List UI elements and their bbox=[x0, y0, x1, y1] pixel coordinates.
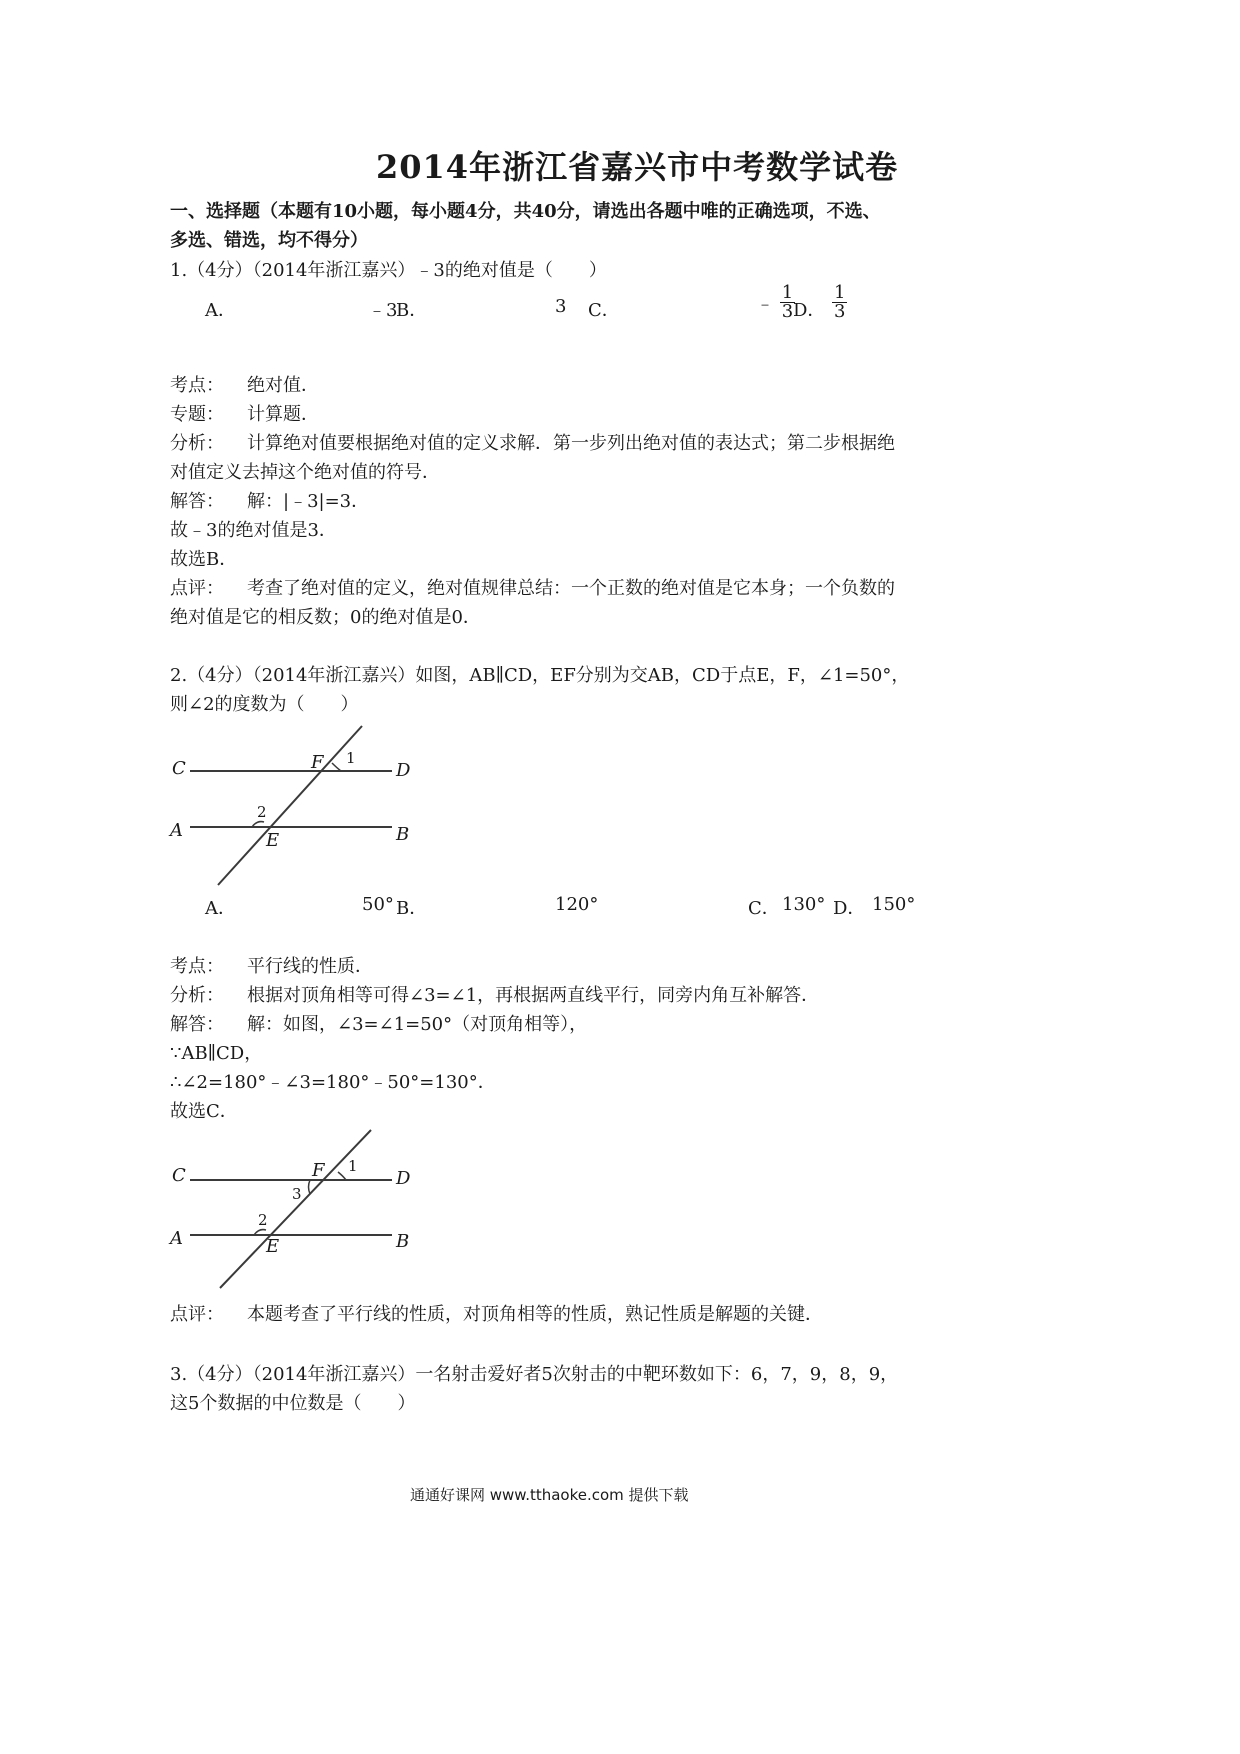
q2-jieda-line1: 解：如图，∠3=∠1=50°（对顶角相等）， bbox=[247, 1014, 588, 1035]
angle-3-arc bbox=[309, 1180, 311, 1194]
angle-1-arc bbox=[332, 763, 341, 771]
q2-kaodian: 平行线的性质． bbox=[247, 956, 373, 977]
q2-option-c-label: C． bbox=[748, 898, 780, 919]
q1-jieda-line2: 故﹣3的绝对值是3． bbox=[170, 520, 337, 541]
label-angle-1: 1 bbox=[348, 1157, 358, 1175]
label-b: B bbox=[396, 1231, 410, 1252]
label-angle-2: 2 bbox=[258, 1211, 268, 1229]
fraction-denominator: 3 bbox=[834, 301, 846, 322]
q2-solution-figure bbox=[160, 1126, 430, 1296]
q2-fenxi: 根据对顶角相等可得∠3=∠1，再根据两直线平行，同旁内角互补解答． bbox=[247, 985, 820, 1006]
fraction-denominator: 3 bbox=[781, 301, 794, 322]
q1-zhuanti-label: 专题： bbox=[170, 404, 224, 425]
q2-stem-line2: 则∠2的度数为（ ） bbox=[170, 694, 359, 715]
q1-option-a-label: A． bbox=[205, 300, 236, 321]
q2-dianping-label: 点评： bbox=[170, 1304, 224, 1325]
q2-dianping: 本题考查了平行线的性质，对顶角相等的性质，熟记性质是解题的关键． bbox=[247, 1304, 823, 1325]
q1-dianping-line1: 考查了绝对值的定义，绝对值规律总结：一个正数的绝对值是它本身；一个负数的 bbox=[247, 578, 895, 599]
angle-1-arc bbox=[338, 1172, 346, 1180]
label-f: F bbox=[312, 1160, 325, 1181]
q1-option-c-label: C． bbox=[588, 300, 620, 321]
q2-jieda-line3: ∴∠2=180°﹣∠3=180°﹣50°=130°． bbox=[170, 1072, 496, 1093]
q1-dianping-line2: 绝对值是它的相反数；0的绝对值是0． bbox=[170, 607, 481, 628]
q1-option-b-label: B． bbox=[396, 300, 428, 321]
q3-stem-line2: 这5个数据的中位数是（ ） bbox=[170, 1393, 416, 1414]
q1-fenxi-line1: 计算绝对值要根据绝对值的定义求解．第一步列出绝对值的表达式；第二步根据绝 bbox=[247, 433, 895, 454]
line-ef bbox=[218, 726, 362, 885]
q1-stem: 1.（4分）（2014年浙江嘉兴）﹣3的绝对值是（ ） bbox=[170, 260, 607, 281]
q3-stem-line1: 3.（4分）（2014年浙江嘉兴）一名射击爱好者5次射击的中靶环数如下：6，7，9，8，9， bbox=[170, 1364, 899, 1385]
q1-jieda-line1: 解：|﹣3|=3． bbox=[247, 491, 370, 512]
q2-option-a-label: A． bbox=[205, 898, 236, 919]
section-heading-line1: 一、选择题（本题有10小题，每小题4分，共40分，请选出各题中唯的正确选项，不选、 bbox=[170, 201, 881, 222]
q2-kaodian-label: 考点： bbox=[170, 956, 224, 977]
q1-jieda-line3: 故选B． bbox=[170, 549, 238, 570]
q1-option-d-fraction bbox=[832, 284, 847, 321]
label-e: E bbox=[266, 1236, 280, 1257]
label-e: E bbox=[266, 830, 280, 851]
fraction-numerator: 1 bbox=[834, 282, 846, 303]
q2-jieda-line2: ∵AB∥CD， bbox=[170, 1043, 263, 1064]
q2-option-d-label: D． bbox=[833, 898, 866, 919]
label-d: D bbox=[396, 1168, 411, 1189]
label-c: C bbox=[172, 758, 186, 779]
q2-jieda-line4: 故选C． bbox=[170, 1101, 238, 1122]
q1-option-b-value: 3 bbox=[555, 296, 567, 317]
label-a: A bbox=[170, 820, 183, 841]
q2-fenxi-label: 分析： bbox=[170, 985, 224, 1006]
label-c: C bbox=[172, 1165, 186, 1186]
label-b: B bbox=[396, 824, 410, 845]
label-angle-1: 1 bbox=[346, 749, 356, 767]
q1-kaodian: 绝对值． bbox=[247, 375, 319, 396]
q1-option-d-value bbox=[832, 284, 847, 321]
label-d: D bbox=[396, 760, 411, 781]
q1-fenxi-line2: 对值定义去掉这个绝对值的符号． bbox=[170, 462, 440, 483]
label-f: F bbox=[311, 752, 324, 773]
q2-figure bbox=[160, 718, 430, 888]
q1-option-d-label: D． bbox=[793, 300, 826, 321]
q2-option-a-value: 50° bbox=[362, 894, 394, 915]
label-angle-2: 2 bbox=[257, 803, 267, 821]
line-ef bbox=[220, 1130, 371, 1288]
q2-option-b-label: B． bbox=[396, 898, 428, 919]
q1-option-a-value: ﹣3 bbox=[368, 300, 398, 321]
q1-jieda-label: 解答： bbox=[170, 491, 224, 512]
q1-kaodian-label: 考点： bbox=[170, 375, 224, 396]
q1-dianping-label: 点评： bbox=[170, 578, 224, 599]
q1-zhuanti: 计算题． bbox=[247, 404, 319, 425]
q1-option-c-sign: ﹣ bbox=[756, 293, 774, 315]
page-title: 2014年浙江省嘉兴市中考数学试卷 bbox=[376, 148, 899, 186]
label-a: A bbox=[170, 1228, 183, 1249]
q2-option-b-value: 120° bbox=[555, 894, 599, 915]
page-footer: 通通好课网 www.tthaoke.com 提供下载 bbox=[410, 1486, 689, 1504]
q1-fenxi-label: 分析： bbox=[170, 433, 224, 454]
q2-jieda-label: 解答： bbox=[170, 1014, 224, 1035]
label-angle-3: 3 bbox=[292, 1185, 302, 1203]
fraction-numerator: 1 bbox=[781, 282, 794, 303]
q2-option-d-value: 150° bbox=[872, 894, 916, 915]
q2-option-c-value: 130° bbox=[782, 894, 826, 915]
q1-option-c-value bbox=[756, 284, 795, 321]
q2-stem-line1: 2.（4分）（2014年浙江嘉兴）如图，AB∥CD，EF分别为交AB，CD于点E，F，∠1=50°， bbox=[170, 665, 910, 686]
section-heading-line2: 多选、错选，均不得分） bbox=[170, 230, 368, 251]
